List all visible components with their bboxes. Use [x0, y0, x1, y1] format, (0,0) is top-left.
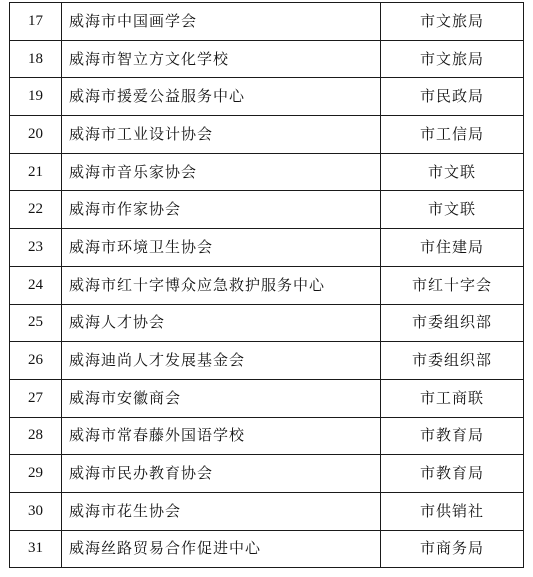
table-row	[10, 266, 524, 304]
document-page	[9, 2, 524, 568]
organization-name: 威海市红十字博众应急救护服务中心	[62, 266, 381, 304]
organization-name: 威海丝路贸易合作促进中心	[62, 530, 381, 568]
supervising-department: 市工信局	[381, 116, 524, 154]
organization-table	[9, 2, 524, 568]
supervising-department: 市委组织部	[381, 304, 524, 342]
row-number: 21	[10, 153, 62, 191]
organization-name: 威海市安徽商会	[62, 379, 381, 417]
row-number: 22	[10, 191, 62, 229]
table-row	[10, 3, 524, 41]
table-row	[10, 379, 524, 417]
supervising-department: 市红十字会	[381, 266, 524, 304]
organization-name: 威海迪尚人才发展基金会	[62, 342, 381, 380]
table-row	[10, 304, 524, 342]
row-number: 24	[10, 266, 62, 304]
supervising-department: 市教育局	[381, 455, 524, 493]
organization-name: 威海市音乐家协会	[62, 153, 381, 191]
table-row	[10, 40, 524, 78]
row-number: 25	[10, 304, 62, 342]
organization-name: 威海市常春藤外国语学校	[62, 417, 381, 455]
row-number: 26	[10, 342, 62, 380]
supervising-department: 市文旅局	[381, 3, 524, 41]
table-row	[10, 492, 524, 530]
row-number: 18	[10, 40, 62, 78]
table-row	[10, 153, 524, 191]
supervising-department: 市商务局	[381, 530, 524, 568]
organization-name: 威海市民办教育协会	[62, 455, 381, 493]
row-number: 23	[10, 229, 62, 267]
supervising-department: 市供销社	[381, 492, 524, 530]
organization-name: 威海市工业设计协会	[62, 116, 381, 154]
table-row	[10, 455, 524, 493]
supervising-department: 市教育局	[381, 417, 524, 455]
table-body	[10, 3, 524, 568]
supervising-department: 市文联	[381, 153, 524, 191]
supervising-department: 市文旅局	[381, 40, 524, 78]
table-row	[10, 530, 524, 568]
organization-name: 威海市智立方文化学校	[62, 40, 381, 78]
organization-name: 威海市中国画学会	[62, 3, 381, 41]
table-row	[10, 342, 524, 380]
supervising-department: 市民政局	[381, 78, 524, 116]
organization-name: 威海市花生协会	[62, 492, 381, 530]
supervising-department: 市委组织部	[381, 342, 524, 380]
row-number: 29	[10, 455, 62, 493]
row-number: 31	[10, 530, 62, 568]
table-row	[10, 229, 524, 267]
table-row	[10, 78, 524, 116]
table-row	[10, 417, 524, 455]
row-number: 20	[10, 116, 62, 154]
row-number: 19	[10, 78, 62, 116]
supervising-department: 市住建局	[381, 229, 524, 267]
row-number: 27	[10, 379, 62, 417]
organization-name: 威海人才协会	[62, 304, 381, 342]
supervising-department: 市文联	[381, 191, 524, 229]
table-row	[10, 116, 524, 154]
row-number: 28	[10, 417, 62, 455]
table-row	[10, 191, 524, 229]
organization-name: 威海市作家协会	[62, 191, 381, 229]
organization-name: 威海市环境卫生协会	[62, 229, 381, 267]
row-number: 17	[10, 3, 62, 41]
row-number: 30	[10, 492, 62, 530]
supervising-department: 市工商联	[381, 379, 524, 417]
organization-name: 威海市援爱公益服务中心	[62, 78, 381, 116]
